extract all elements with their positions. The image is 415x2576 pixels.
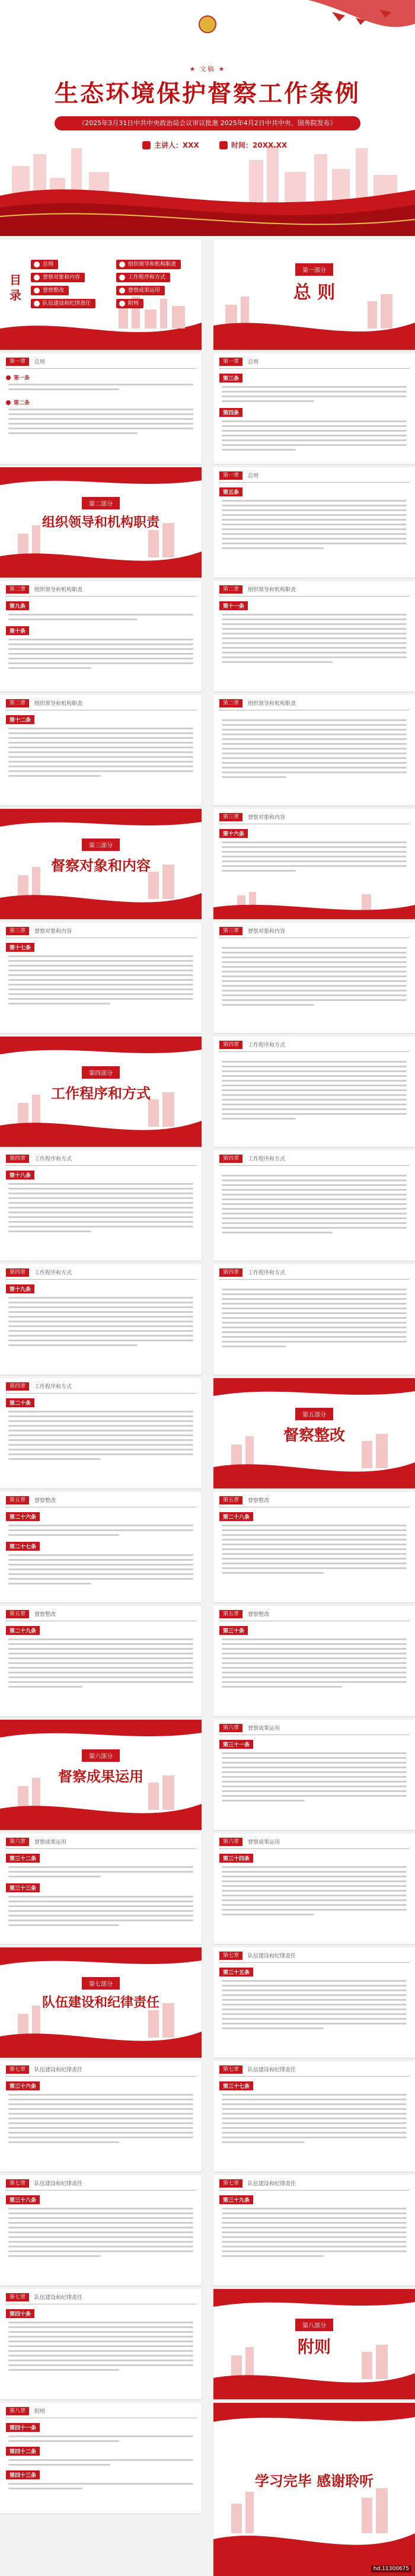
chapter-title: 总则	[248, 473, 259, 479]
content-slide	[0, 2175, 202, 2285]
chapter-tag: 第五章	[219, 1496, 242, 1504]
article-heading	[6, 715, 34, 724]
toc-background	[0, 240, 202, 350]
article-heading	[6, 626, 29, 635]
toc-item-2[interactable]	[31, 273, 85, 282]
slide-header	[213, 1720, 415, 1735]
cover-slide	[0, 0, 415, 236]
toc-item-5[interactable]	[116, 260, 181, 269]
article-label: 第十二条	[6, 715, 34, 724]
chapter-tag: 第八章	[6, 2407, 29, 2415]
section-tag: 第八部分	[295, 2319, 333, 2331]
slide-header	[0, 695, 202, 710]
chapter-title: 督察成果运用	[34, 1839, 67, 1845]
chapter-tag: 第七章	[219, 1952, 242, 1960]
article-label: 第二十七条	[6, 1542, 40, 1551]
section-tag: 第三部分	[82, 839, 120, 851]
content-slide	[213, 1037, 415, 1147]
content-slide	[213, 1720, 415, 1830]
article-label: 第三条	[219, 374, 242, 382]
content-slide	[0, 1378, 202, 1488]
article-heading	[219, 1968, 253, 1976]
section-tag: 第一部分	[295, 263, 333, 276]
article-heading	[6, 601, 29, 610]
article-label: 第四十二条	[6, 2447, 40, 2456]
content-slide	[0, 1834, 202, 1944]
toc-item-label: 组织领导和机构职责	[128, 262, 177, 267]
slide-header	[213, 2175, 415, 2191]
chapter-title: 队伍建设和纪律责任	[248, 2181, 296, 2187]
section-slide-7	[0, 1947, 202, 2058]
person-icon	[142, 141, 151, 149]
article-label: 第三十八条	[6, 2195, 40, 2204]
content-slide	[213, 695, 415, 805]
chapter-title: 督察整改	[34, 1498, 56, 1504]
chapter-title: 督察对象和内容	[34, 929, 72, 935]
toc-char-1: 目	[9, 273, 21, 287]
article-heading	[219, 1626, 248, 1635]
slide-header	[0, 923, 202, 938]
article-label: 第三十七条	[219, 2081, 253, 2090]
article-heading	[219, 408, 242, 417]
toc-item-label: 督察成果运用	[128, 288, 161, 294]
content-slide	[0, 2061, 202, 2172]
article-label: 第三十一条	[219, 1740, 253, 1749]
section-slide-8	[213, 2289, 415, 2399]
chapter-tag: 第六章	[219, 1724, 242, 1732]
article-label: 第三十三条	[6, 1883, 40, 1892]
article-heading	[6, 1512, 40, 1521]
slide-header	[213, 923, 415, 938]
slide-header	[0, 2289, 202, 2304]
section-slide-3	[0, 809, 202, 919]
article-heading	[6, 2423, 40, 2432]
article-heading	[6, 2195, 40, 2204]
article-label: 第二条	[14, 400, 30, 406]
date-line	[219, 140, 287, 150]
toc-item-6[interactable]	[116, 273, 170, 282]
chapter-tag: 第五章	[6, 1496, 29, 1504]
chapter-title: 工作程序和方式	[34, 1156, 72, 1162]
chapter-title: 督察成果运用	[248, 1726, 280, 1732]
content-slide	[213, 353, 415, 464]
chapter-tag: 第四章	[219, 1041, 242, 1049]
chapter-title: 总则	[34, 359, 46, 365]
slide-header	[0, 1834, 202, 1849]
chapter-title: 工作程序和方式	[248, 1270, 286, 1276]
chapter-title: 督察整改	[34, 1612, 56, 1618]
slide-header	[213, 1834, 415, 1849]
slide-header	[0, 2061, 202, 2077]
article-heading	[6, 943, 34, 952]
slide-header	[0, 1378, 202, 1394]
content-slide	[0, 2289, 202, 2399]
content-slide	[0, 1492, 202, 1602]
date-text: 时间：20XX.XX	[231, 141, 288, 149]
section-tag: 第二部分	[82, 497, 120, 509]
slide-header	[0, 1492, 202, 1507]
chapter-title: 组织领导和机构职责	[248, 701, 296, 707]
calendar-icon	[219, 141, 228, 149]
toc-item-label: 总则	[43, 262, 54, 267]
chapter-title: 附则	[34, 2409, 46, 2415]
section-title: 组织领导和机构职责	[42, 515, 159, 530]
article-heading	[219, 601, 248, 610]
closing-title: 学习完毕 感谢聆听	[254, 2472, 374, 2489]
section-tag: 第六部分	[82, 1749, 120, 1762]
content-slide	[0, 1264, 202, 1375]
chapter-title: 工作程序和方式	[248, 1156, 286, 1162]
cover-title: 生态环境保护督察工作条例	[55, 79, 360, 107]
toc-slide	[0, 240, 202, 350]
chapter-tag: 第二章	[219, 585, 242, 594]
slide-header	[213, 1606, 415, 1621]
section-title: 总 则	[293, 282, 336, 303]
content-slide	[0, 695, 202, 805]
section-tag: 第七部分	[82, 1977, 120, 1990]
chapter-tag: 第六章	[6, 1838, 29, 1846]
chapter-title: 组织领导和机构职责	[34, 587, 83, 593]
slide-header	[0, 353, 202, 369]
chapter-tag: 第五章	[6, 1610, 29, 1618]
article-label: 第二十九条	[6, 1626, 40, 1635]
chapter-title: 督察对象和内容	[248, 815, 286, 821]
section-tag: 第四部分	[82, 1066, 120, 1079]
section-slide-5	[213, 1378, 415, 1488]
article-heading	[219, 829, 248, 838]
slide-footer-art	[213, 890, 415, 919]
slide-header	[213, 467, 415, 483]
article-label: 第三十九条	[219, 2195, 253, 2204]
chapter-tag: 第四章	[219, 1155, 242, 1163]
chapter-tag: 第二章	[6, 699, 29, 707]
slide-header	[213, 1150, 415, 1166]
content-slide	[0, 923, 202, 1033]
slide-header	[0, 581, 202, 597]
article-heading	[6, 1284, 34, 1293]
slide-header	[213, 1264, 415, 1280]
speaker-text: 主讲人：XXX	[154, 141, 199, 149]
chapter-tag: 第二章	[6, 585, 29, 594]
speaker-line	[142, 140, 199, 150]
article-label: 第三十条	[219, 1626, 248, 1635]
emblem-icon	[199, 15, 216, 33]
article-label: 第十六条	[219, 829, 248, 838]
slide-header	[213, 809, 415, 824]
section-tag: 第五部分	[295, 1408, 333, 1420]
cover-tag: ★ 文稿 ★	[189, 65, 226, 73]
article-label: 第二十六条	[6, 1512, 40, 1521]
chapter-title: 组织领导和机构职责	[34, 701, 83, 707]
article-label: 第二十条	[6, 1398, 34, 1407]
article-heading	[6, 2470, 40, 2479]
chapter-tag: 第七章	[6, 2065, 29, 2074]
chapter-tag: 第四章	[219, 1268, 242, 1277]
content-slide	[213, 2175, 415, 2285]
closing-slide	[213, 2403, 415, 2576]
article-label: 第四十一条	[6, 2423, 40, 2432]
article-heading	[219, 487, 242, 496]
article-label: 第一条	[14, 375, 30, 381]
chapter-tag: 第七章	[6, 2293, 29, 2301]
article-heading	[6, 1398, 34, 1407]
chapter-tag: 第一章	[6, 358, 29, 366]
chapter-title: 工作程序和方式	[248, 1042, 286, 1048]
chapter-title: 总则	[248, 359, 259, 365]
article-heading	[6, 1626, 40, 1635]
chapter-title: 队伍建设和纪律责任	[248, 2067, 296, 2073]
toc-item-label: 工作程序和方式	[128, 275, 166, 280]
content-slide	[213, 923, 415, 1033]
slide-header	[0, 2403, 202, 2418]
article-heading	[219, 374, 242, 382]
article-label: 第九条	[6, 601, 29, 610]
toc-item-4[interactable]	[31, 299, 95, 308]
content-slide	[0, 1606, 202, 1716]
chapter-tag: 第一章	[219, 471, 242, 480]
chapter-tag: 第四章	[6, 1155, 29, 1163]
article-label: 第十条	[6, 626, 29, 635]
section-title: 队伍建设和纪律责任	[42, 1995, 159, 2010]
chapter-title: 队伍建设和纪律责任	[34, 2181, 83, 2187]
content-slide	[213, 467, 415, 578]
article-label: 第五条	[219, 487, 242, 496]
chapter-tag: 第七章	[219, 2179, 242, 2188]
article-label: 第十九条	[6, 1284, 34, 1293]
content-slide	[0, 581, 202, 691]
chapter-tag: 第三章	[219, 927, 242, 935]
article-heading	[6, 2309, 34, 2318]
article-heading	[219, 2195, 253, 2204]
article-heading	[6, 1542, 40, 1551]
content-slide	[213, 1606, 415, 1716]
section-slide-2	[0, 467, 202, 578]
chapter-tag: 第二章	[219, 699, 242, 707]
article-heading	[6, 1883, 40, 1892]
toc-item-3[interactable]	[31, 286, 69, 295]
article-heading	[6, 2081, 40, 2090]
slide-header	[213, 1947, 415, 1963]
article-heading	[219, 1854, 253, 1863]
section-title: 督察成果运用	[58, 1768, 143, 1785]
article-label: 第三十五条	[219, 1968, 253, 1976]
article-heading	[219, 1512, 253, 1521]
slide-header	[0, 1264, 202, 1280]
chapter-title: 组织领导和机构职责	[248, 587, 296, 593]
chapter-tag: 第三章	[6, 927, 29, 935]
chapter-title: 工作程序和方式	[34, 1270, 72, 1276]
chapter-title: 队伍建设和纪律责任	[34, 2295, 83, 2301]
watermark: hd.11300675	[371, 2565, 411, 2572]
chapter-title: 队伍建设和纪律责任	[248, 1953, 296, 1959]
chapter-title: 督察对象和内容	[248, 929, 286, 935]
article-label: 第十七条	[6, 943, 34, 952]
article-label: 第四十三条	[6, 2470, 40, 2479]
content-slide	[213, 581, 415, 691]
content-slide	[213, 1264, 415, 1375]
article-label: 第三十四条	[219, 1854, 253, 1863]
section-title: 督察对象和内容	[51, 857, 151, 874]
chapter-tag: 第七章	[6, 2179, 29, 2188]
chapter-title: 督察成果运用	[248, 1839, 280, 1845]
toc-item-1[interactable]	[31, 260, 58, 269]
toc-item-label: 附则	[128, 301, 139, 307]
section-title: 附则	[297, 2337, 331, 2357]
article-heading	[6, 1171, 34, 1179]
section-title: 工作程序和方式	[51, 1085, 151, 1102]
content-slide	[213, 1947, 415, 2058]
cover-subtitle: （2025年3月31日中共中央政治局会议审议批准 2025年4月2日中共中央、国务院发布）	[55, 116, 360, 130]
chapter-title: 督察整改	[248, 1612, 270, 1618]
slide-header	[0, 1150, 202, 1166]
content-slide	[213, 2061, 415, 2172]
section-slide-4	[0, 1037, 202, 1147]
content-slide	[213, 1834, 415, 1944]
slide-header	[213, 695, 415, 710]
toc-char-2: 录	[9, 288, 21, 302]
content-slide	[213, 1150, 415, 1261]
article-label: 第四十条	[6, 2309, 34, 2318]
toc-item-label: 督察对象和内容	[43, 275, 81, 280]
chapter-tag: 第五章	[219, 1610, 242, 1618]
chapter-tag: 第三章	[219, 813, 242, 821]
chapter-tag: 第四章	[6, 1268, 29, 1277]
chapter-tag: 第四章	[6, 1382, 29, 1391]
article-label: 第十一条	[219, 601, 248, 610]
article-heading	[219, 1740, 253, 1749]
chapter-tag: 第一章	[219, 358, 242, 366]
toc-item-7[interactable]	[116, 286, 165, 295]
chapter-tag: 第六章	[219, 1838, 242, 1846]
content-slide	[0, 2403, 202, 2513]
content-slide	[213, 1492, 415, 1602]
content-slide	[0, 353, 202, 464]
article-label: 第四条	[219, 408, 242, 417]
section-title: 督察整改	[283, 1427, 345, 1445]
slide-header	[213, 1492, 415, 1507]
toc-item-label: 队伍建设和纪律责任	[43, 301, 91, 307]
chapter-title: 队伍建设和纪律责任	[34, 2067, 83, 2073]
article-heading	[6, 2447, 40, 2456]
slide-header	[0, 2175, 202, 2191]
article-label: 第三十二条	[6, 1854, 40, 1863]
article-label: 第十八条	[6, 1171, 34, 1179]
slide-header	[213, 353, 415, 369]
toc-item-label: 督察整改	[43, 288, 65, 294]
content-slide	[213, 809, 415, 919]
article-heading	[219, 2081, 253, 2090]
article-label: 第二十八条	[219, 1512, 253, 1521]
slide-header	[0, 1606, 202, 1621]
slide-header	[213, 581, 415, 597]
chapter-title: 督察整改	[248, 1498, 270, 1504]
chapter-tag: 第七章	[219, 2065, 242, 2074]
chapter-title: 工作程序和方式	[34, 1384, 72, 1390]
article-heading	[6, 1854, 40, 1863]
article-label: 第三十六条	[6, 2081, 40, 2090]
content-slide	[0, 1150, 202, 1261]
section-slide-1	[213, 240, 415, 350]
toc-item-8[interactable]	[116, 299, 143, 308]
slide-header	[213, 1037, 415, 1052]
section-slide-6	[0, 1720, 202, 1830]
slide-header	[213, 2061, 415, 2077]
